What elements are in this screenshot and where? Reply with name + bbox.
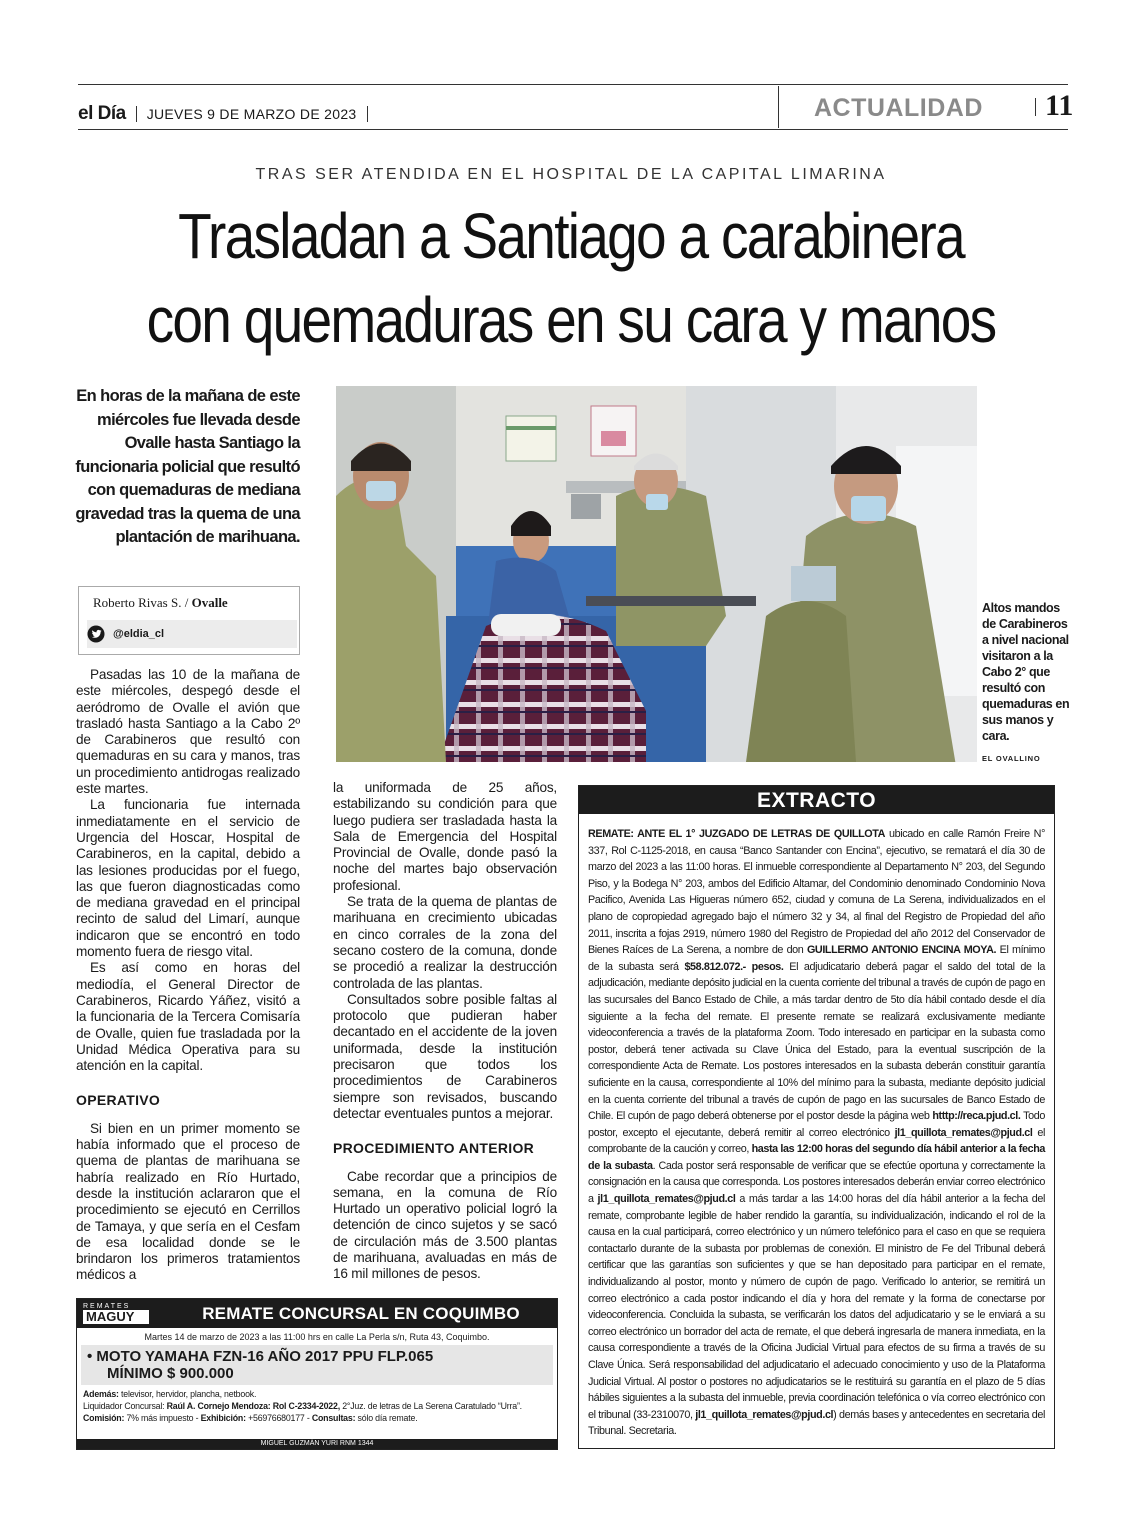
info-value: +56976680177 - [245,1413,312,1423]
auctioneer-brand [77,1299,165,1328]
paragraph: la uniformada de 25 años, estabilizando su condición para que luego pudiera ser trasladada hasta la Sala de Emergencia del Hospital Provincial de Ovalle, donde pasó la noche del martes bajo observación profesional. [333,780,557,893]
twitter-icon [87,625,105,643]
byline [93,595,228,611]
extracto-segment: ubicado en calle Ramón Freire N° 337, Rol C-1125-2018, en causa “Banco Santander con Encina”, ejecutivo, se rematará el día 30 de marzo del 2023 a las 11:00 horas. El inmueble correspondiente al Departamento N° 203, del Segundo Piso, y la Bodega N° 203, ambos del Edificio Altamar, del Condominio denominado Condominio Nova Pacifico, Avenida Las Higueras número 652, ciudad y comuna de La Serena, individualizados en el plano de copropiedad agregado bajo el número 32 y 34, al final del Registro de Propiedad del año 2011, inscrita a fojas 2919, número 1980 del Registro de Propiedad del año 2012 del Conservador de Bienes Raíces de La Serena, a nombre de don [588,828,1045,957]
paragraph: Es así como en horas del mediodía, el General Director de Carabineros, Ricardo Yáñez, visitó a la funcionaria de la Tercera Comisaría de Ovalle, quien fue trasladada por la Unidad Médica Operativa para su atención en la capital. [76,960,300,1074]
header-top-rule [78,84,1068,85]
paragraph: Pasadas las 10 de la mañana de este miércoles, despegó desde el aeródromo de Ovalle el avión que trasladó hasta Santiago a la Cabo 2º de Carabineros que resultó con quemaduras en su cara y manos, tras un procedimiento antidrogas realizado este martes. [76,667,300,797]
article-photo [336,386,977,762]
extracto-segment: . Cada postor será responsable de verificar que se efectúe oportuna y correctamente la consignación en la causa que corresponda. Los postores interesados deberán enviar correo electrónico a [588,1159,1045,1206]
auction-info [77,1385,557,1424]
info-label: Exhibición: [200,1413,246,1423]
info-value: 2°Juz. de letras de La Serena Caratulado “Urra”. [339,1401,522,1411]
legal-notice-extracto [578,785,1055,1449]
extracto-email[interactable]: jl1_quillota_remates@pjud.cl [695,1408,834,1421]
info-label: Comisión: [83,1413,125,1423]
extracto-segment: Todo postor, excepto el ejecutante, deberá remitir al correo electrónico [588,1110,1045,1139]
photo-credit: EL OVALLINO [982,754,1041,763]
byline-place: Ovalle [191,595,228,610]
extracto-text [579,814,1054,1440]
extracto-web-link[interactable]: htttp://reca.pjud.cl. [932,1110,1021,1123]
subheading: PROCEDIMIENTO ANTERIOR [333,1140,535,1157]
extracto-owner: GUILLERMO ANTONIO ENCINA MOYA. [806,944,997,957]
extracto-segment: a más tardar a las 14:00 horas del día hábil anterior a la fecha del remate, comprobante legible de haber rendido la garantía, su individualización, indicando el rol de la causa en la cual participará, correo electrónico y un número telefónico para el caso en que se requiera contactarlo durante de la subasta por problemas de conexión. El ministro de Fe del Tribunal deberá certificar que las garantías son suficientes y que se han depositado para participar en el remate, individualizando al postor, monto y número de cupón de pago. Verificado lo anterior, se remitirá un correo electrónico a cada postor indicando el día y hora del remate y la forma de conectarse por videoconferencia. Concluida la subasta, se verificarán los datos del adjudicatario y se le enviará a su correo electrónico un borrador del acta de remate, el que deberá ingresarla de manera inmediata, en la causa correspondiente a través de la Oficina Judicial Virtual para efectos de su firma a través de su Clave Única. Será responsabilidad del adjudicatario el adecuado conocimiento y uso de la Plataforma Judicial Virtual. Al postor o postores no adjudicatarios se le restituirá su garantía en el plazo de 5 días hábiles siguientes a la subasta del inmueble, previa coordinación telefónica o vía correo electrónico con el tribunal (33-2310070, [588,1193,1045,1421]
auctioneer-footer: MIGUEL GUZMÁN YURI RNM 1344 [77,1439,557,1449]
page-number: 11 [1045,89,1074,122]
extracto-segment: ) demás bases y antecedentes en secretaria del Tribunal. Secretaria. [588,1408,1045,1438]
headline-line-2: con quemaduras en su cara y manos [146,284,996,356]
extracto-segment: El adjudicatario deberá pagar el saldo del total de la adjudicación, mediante depósito judicial en la cuenta corriente del tribunal a través de cupón de pago en las sucursales del Banco Estado de Chile, a más tardar dentro de 5to día hábil contado desde el día siguiente a la fecha del remate. El presente remate se realizará exclusivamente mediante videoconferencia a través de la plataforma Zoom. Todo interesado en participar en la subasta como postor, deberá tener activada su Clave Única del Estado, para la eventual suscripción de la correspondiente Acta de Remate. Los postores interesados en la subasta deberán constituir garantía suficiente en la causa, correspondiente al 10% del mínimo para la subasta, mediante depósito judicial en la cuenta corriente del tribunal a través de cupón de pago en las sucursales de Banco Estado de Chile. El cupón de pago deberá obtenerse por el postor desde la página web [588,960,1045,1123]
info-line [83,1388,551,1400]
header-bottom-rule [78,129,1068,130]
extracto-title: EXTRACTO [579,786,1054,814]
article-kicker: TRAS SER ATENDIDA EN EL HOSPITAL DE LA CAPITAL LIMARINA [255,166,887,183]
subheading: OPERATIVO [76,1092,161,1109]
auction-date: Martes 14 de marzo de 2023 a las 11:00 hrs en calle La Perla s/n, Ruta 43, Coquimbo. [144,1332,490,1342]
auction-title: REMATE CONCURSAL EN COQUIMBO [202,1303,520,1323]
paragraph: Consultados sobre posible faltas al protocolo que pudieran haber decantado en el accidente de la joven uniformada, desde la institución precisaron que todos los procedimientos de Carabineros siempre son revisados, buscando detectar eventuales puntos a mejorar. [333,991,557,1121]
byline-box [78,586,300,655]
twitter-handle: @eldia_cl [113,628,165,640]
paragraph: Se trata de la quema de plantas de marihuana en crecimiento ubicadas en cinco corrales de la zona del secano costero de la comuna, donde se procedió a realizar la destrucción controlada de las plantas. [333,894,557,991]
photo-caption: Altos mandos de Carabineros a nivel nacional visitaron a la Cabo 2° que resultó con quemaduras en sus manos y cara. [982,601,1070,743]
lot-description: • MOTO YAMAHA FZN-16 AÑO 2017 PPU FLP.065 [87,1348,434,1365]
lot-minimum: MÍNIMO $ 900.000 [107,1365,234,1382]
brand-caption: REMATES [83,1303,131,1310]
article-column-2 [333,780,557,1283]
section-separator [1035,98,1036,116]
newspaper-logo: el Día [78,103,126,124]
extracto-email[interactable]: jl1_quillota_remates@pjud.cl [894,1126,1033,1139]
auction-header [77,1299,557,1328]
issue-date: JUEVES 9 DE MARZO DE 2023 [146,106,357,122]
extracto-deadline: hasta las 12:00 horas del segundo día hábil anterior a la fecha de la subasta [588,1143,1045,1172]
paragraph: Cabe recordar que a principios de semana, en la comuna de Río Hurtado un operativo policial logró la detención de cinco sujetos y se sacó de circulación más de 3.500 plantas de marihuana, avaluadas en más de 16 mil millones de pesos. [333,1168,557,1282]
byline-author: Roberto Rivas S. / [93,595,189,610]
masthead [78,104,368,124]
section-name: ACTUALIDAD [814,94,983,122]
section-header [778,86,1074,128]
extracto-lead: REMATE: ANTE EL 1° JUZGADO DE LETRAS DE QUILLOTA [588,828,886,840]
masthead-separator [136,106,137,122]
info-value: 7% más impuesto - [124,1413,201,1423]
info-value: Raúl A. Cornejo Mendoza: Rol C-2334-2022, [166,1401,340,1411]
info-label: Consultas: [311,1413,356,1423]
headline-line-1: Trasladan a Santiago a carabinera [178,200,964,272]
info-line [83,1400,551,1412]
info-label: Además: [83,1389,119,1399]
info-value: sólo día remate. [355,1413,418,1423]
article-headline [132,194,1011,362]
article-column-1 [76,667,300,1284]
hospital-visit-photo [336,386,977,762]
extracto-segment: el comprobante de la caución y correo, [588,1126,1045,1156]
paragraph: La funcionaria fue internada inmediatamente en el servicio de Urgencia del Hoscar, Hospital de Carabineros, en la capital, debido a las lesiones producidas por el fuego, las que fueron diagnosticadas como de mediana gravedad en el principal recinto de salud del Limarí, aunque indicaron que se encontró en todo momento fuera de riesgo vital. [76,797,300,960]
paragraph: Si bien en un primer momento se había informado que el proceso de quema de plantas de marihuana se habría realizado en Río Hurtado, desde la institución aclararon que el procedimiento se ejecutó en Cerrillos de Tamaya, y que sería en el Cesfam de esa localidad donde se le brindaron los primeros tratamientos médicos a [76,1120,300,1283]
extracto-minimum: $58.812.072.- pesos. [684,960,784,973]
auction-lot [81,1345,553,1385]
extracto-segment: El mínimo de la subasta será [588,944,1045,973]
info-value: televisor, hervidor, plancha, netbook. [118,1389,257,1399]
auction-advertisement [76,1298,558,1450]
brand-logo: MAGUY [83,1310,149,1324]
masthead-separator [367,106,368,122]
extracto-email[interactable]: jl1_quillota_remates@pjud.cl [597,1193,736,1206]
twitter-handle-box[interactable] [87,620,297,648]
info-line [83,1412,551,1424]
info-label: Liquidador Concursal: [83,1401,167,1411]
article-lead: En horas de la mañana de este miércoles fue llevada desde Ovalle hasta Santiago la funcionaria policial que resultó con quemaduras de mediana gravedad tras la quema de una plantación de marihuana. [75,387,300,546]
